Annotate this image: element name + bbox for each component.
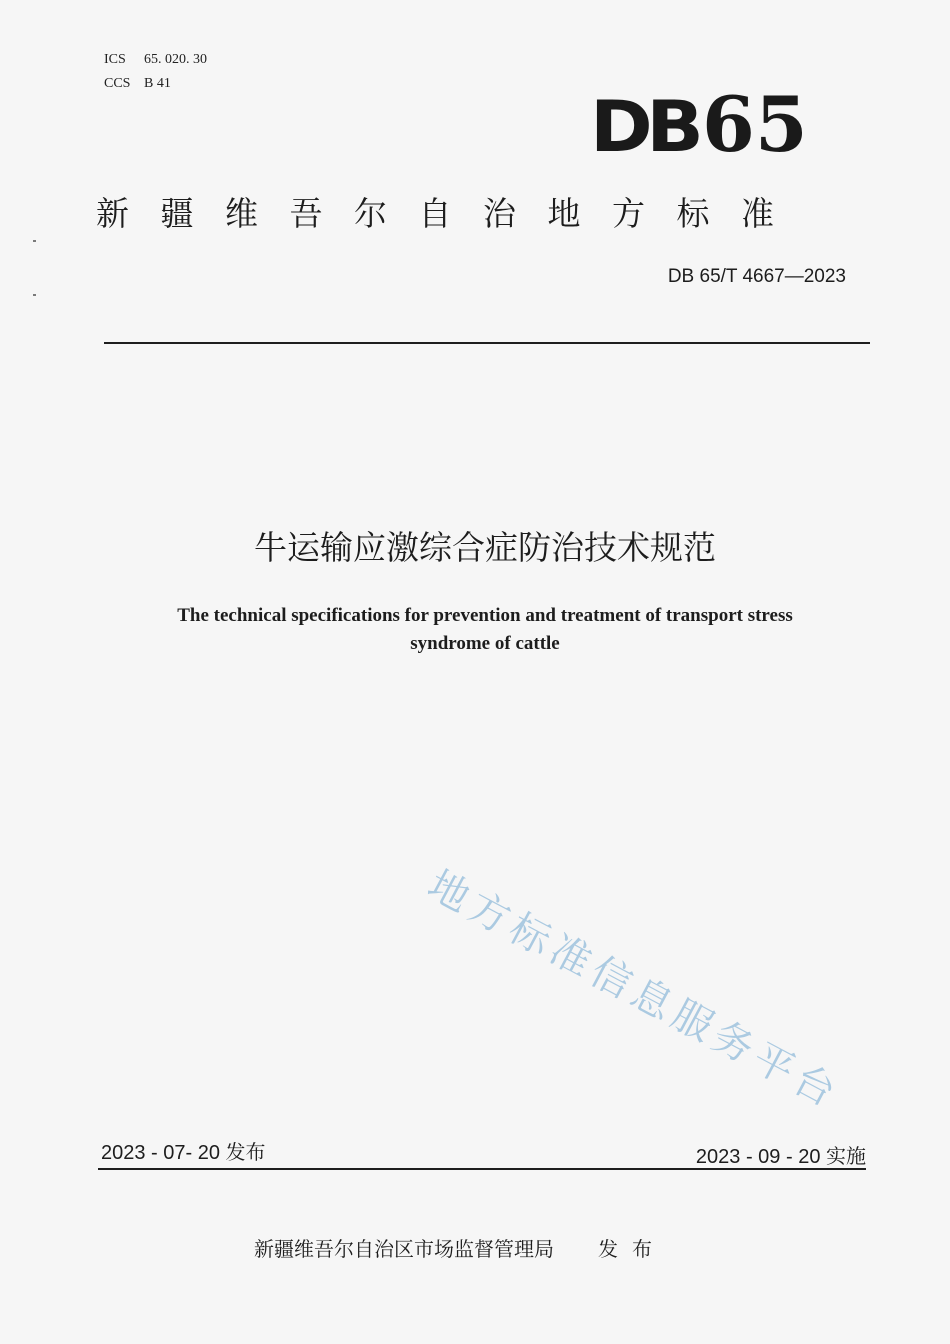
top-divider [104, 342, 870, 344]
db65-logo [590, 80, 810, 169]
logo-number: 65 [702, 80, 808, 169]
issue-date: 2023 - 07- 20 发布 [101, 1142, 266, 1164]
classification-codes [104, 48, 207, 96]
ics-value: 65. 020. 30 [144, 52, 207, 67]
scan-speck [33, 294, 36, 296]
publisher-name: 新疆维吾尔自治区市场监督管理局 [254, 1237, 554, 1261]
standard-type: 新疆维吾尔自治地方标准 [96, 194, 806, 233]
ccs-label: CCS [104, 76, 131, 91]
ccs-code [104, 72, 207, 96]
publisher [254, 1233, 666, 1262]
scan-speck [33, 240, 36, 242]
logo-prefix: DB [590, 86, 698, 168]
standard-number: DB 65/T 4667—2023 [667, 266, 846, 287]
ccs-value: B 41 [144, 76, 171, 91]
ics-label: ICS [104, 52, 126, 67]
title-english-line2: syndrome of cattle [410, 633, 560, 654]
title-english [110, 602, 860, 658]
watermark: 地方标准信息服务平台 [420, 861, 848, 1119]
bottom-divider [98, 1168, 866, 1170]
title-english-line1: The technical specifications for prevention and treatment of transport stress [177, 605, 793, 626]
implementation-date: 2023 - 09 - 20 实施 [695, 1146, 866, 1168]
ics-code [104, 48, 207, 72]
title-chinese: 牛运输应激综合症防治技术规范 [254, 528, 716, 567]
publisher-action: 发布 [598, 1237, 666, 1261]
